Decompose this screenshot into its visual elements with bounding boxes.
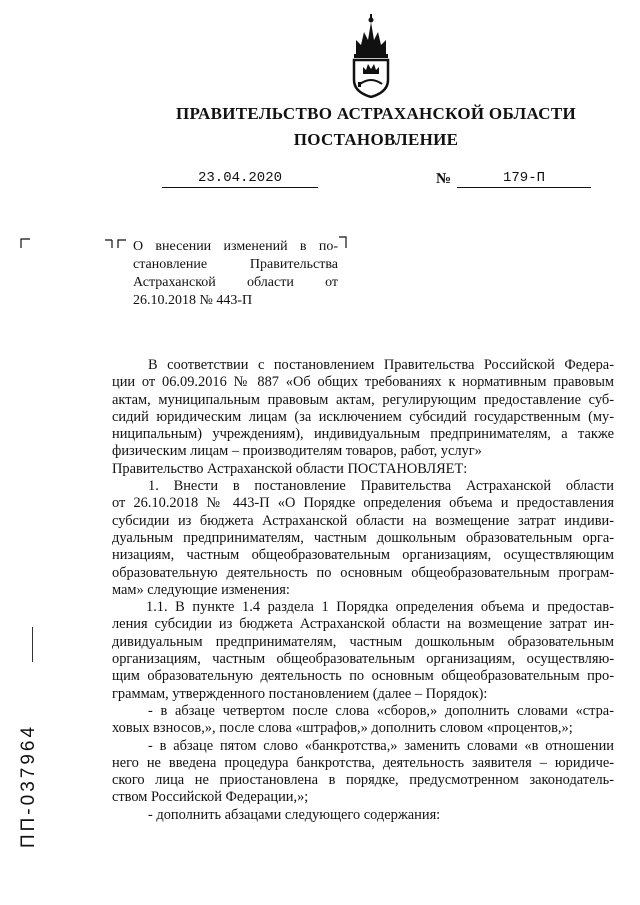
body-line: - в абзаце четвертом после слова «сборов,» дополнить словами «стра- bbox=[148, 702, 614, 719]
document-number: 179-П bbox=[457, 170, 591, 188]
body-line: него не введена процедура банкротства, деятельность заявителя – юридиче- bbox=[112, 754, 614, 771]
body-line: субсидии из бюджета Астраханской области на возмещение затрат индиви- bbox=[112, 512, 614, 529]
body-line: дуальным предпринимателям, частным дошкольным образовательным орга- bbox=[112, 529, 614, 546]
subject-line: О внесении изменений в по- bbox=[133, 239, 338, 254]
document-subject bbox=[133, 238, 338, 310]
body-line: ления субсидии из бюджета Астраханской области на возмещение затрат ин- bbox=[112, 616, 614, 633]
subject-line: становление Правительства bbox=[133, 257, 338, 272]
left-corner-mark-icon bbox=[20, 238, 30, 248]
document-date: 23.04.2020 bbox=[162, 170, 318, 188]
body-line: граммам, утвержденного постановлением (далее – Порядок): bbox=[112, 685, 488, 702]
subject-corner-mark-left-icon bbox=[104, 238, 128, 250]
body-line: организациям, частным общеобразовательным организациям, осуществляю- bbox=[112, 651, 614, 668]
body-line: ством Российской Федерации,»; bbox=[112, 789, 309, 806]
subject-line: Астраханской области от bbox=[133, 275, 338, 290]
body-line: сидий юридическим лицам (за исключением субсидий государственным (му- bbox=[112, 408, 614, 425]
body-line: физическим лицам – производителям товаров, работ, услуг» bbox=[112, 443, 482, 460]
body-line: - дополнить абзацами следующего содержания: bbox=[148, 806, 441, 823]
body-line: ского лица не приостановлена в порядке, предусмотренном законодатель- bbox=[112, 772, 614, 789]
number-label: № bbox=[436, 171, 452, 187]
body-line: низациям, частным общеобразовательным организациям, осуществляющим bbox=[112, 547, 614, 564]
margin-line bbox=[32, 627, 33, 662]
document-body bbox=[112, 357, 614, 824]
body-line: Правительство Астраханской области ПОСТАНОВЛЯЕТ: bbox=[112, 460, 468, 477]
document-type-title: ПОСТАНОВЛЕНИЕ bbox=[293, 130, 459, 149]
body-line: мам» следующие изменения: bbox=[112, 581, 290, 598]
subject-line: 26.10.2018 № 443-П bbox=[133, 293, 253, 308]
serial-number: ПП-037964 bbox=[18, 723, 39, 848]
body-line: В соответствии с постановлением Правительства Российской Федера- bbox=[148, 357, 614, 373]
body-line: актам, муниципальным правовым актам, регулирующим предоставление суб- bbox=[112, 391, 614, 408]
body-line: - в абзаце пятом слово «банкротства,» заменить словами «в отношении bbox=[148, 737, 614, 754]
body-line: ховых взносов,», после слова «штрафов,» дополнить словом «процентов,»; bbox=[112, 720, 573, 737]
body-line: дивидуальным предпринимателям, частным дошкольным образовательным bbox=[112, 633, 614, 650]
subject-corner-mark-right-icon bbox=[338, 236, 348, 250]
authority-title: ПРАВИТЕЛЬСТВО АСТРАХАНСКОЙ ОБЛАСТИ bbox=[176, 104, 576, 123]
body-line: 1.1. В пункте 1.4 раздела 1 Порядка определения объема и предостав- bbox=[146, 599, 614, 616]
astrakhan-coat-of-arms-icon bbox=[348, 12, 394, 98]
body-line: от 26.10.2018 № 443-П «О Порядке определения объема и предоставления bbox=[112, 495, 614, 512]
body-line: ции от 06.09.2016 № 887 «Об общих требованиях к нормативным правовым bbox=[112, 374, 614, 391]
body-line: образовательную деятельность по основным общеобразовательным програм- bbox=[112, 564, 614, 581]
body-line: 1. Внести в постановление Правительства Астраханской области bbox=[148, 478, 614, 495]
body-line: ниципальным) учреждениям), индивидуальным предпринимателям, а также bbox=[112, 426, 614, 443]
body-line: щим образовательную деятельность по основным общеобразовательным про- bbox=[112, 668, 614, 685]
